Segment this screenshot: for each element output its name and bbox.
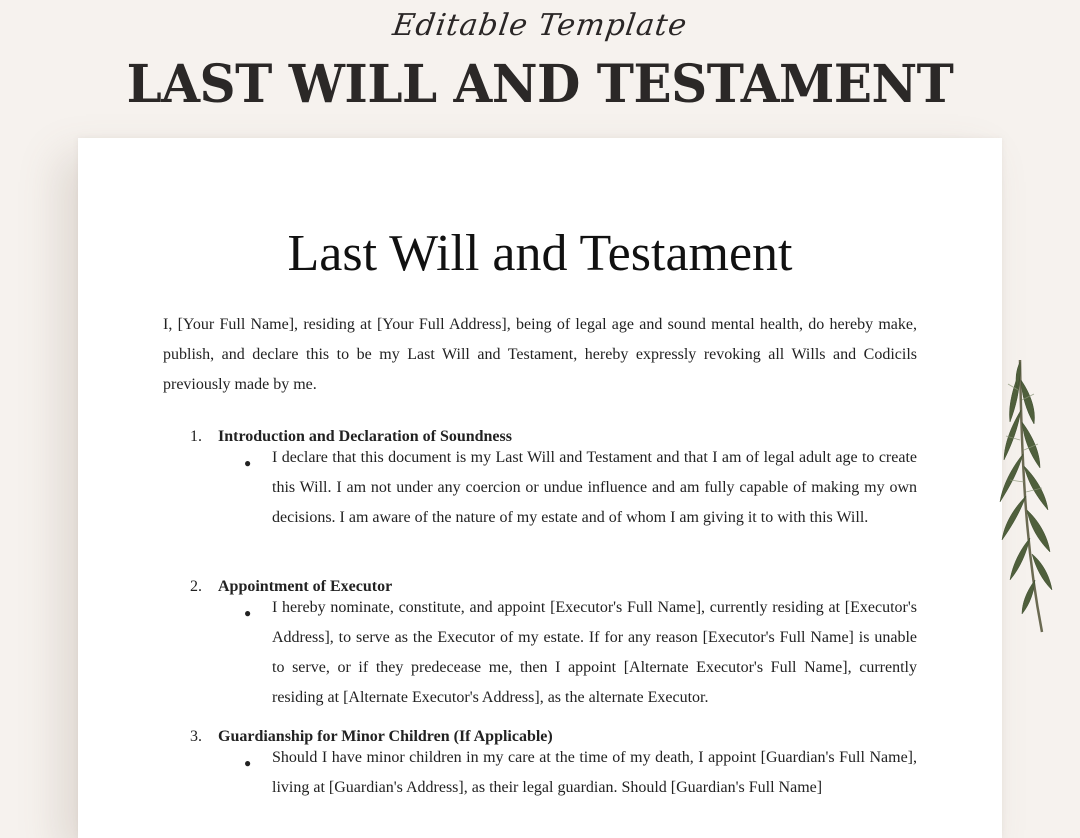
section-heading: Introduction and Declaration of Soundness [218, 428, 512, 445]
banner-script-title: Editable Template [390, 8, 690, 43]
intro-paragraph: I, [Your Full Name], residing at [Your Full Address], being of legal age and sound mental health, do hereby make, publish, and declare this to be my Last Will and Testament, hereby expressly revoking all Wills and Codicils previously made by me. [163, 316, 917, 393]
section-bullet-text: I hereby nominate, constitute, and appoint [Executor's Full Name], currently residing at [Executor's Address], to serve as the Executor of my estate. If for any reason [Executor's Full Name] is unable to serve, or if they predecease me, then I appoint [Alternate Executor's Full Name], currently residing at [Alternate Executor's Address], as the alternate Executor. [272, 599, 917, 706]
section-heading: Appointment of Executor [218, 578, 393, 595]
section-heading: Guardianship for Minor Children (If Applicable) [218, 728, 553, 745]
banner-main-title: LAST WILL AND TESTAMENT [126, 52, 954, 115]
rosemary-sprig-icon [960, 350, 1070, 640]
section-bullet-text: I declare that this document is my Last Will and Testament and that I am of legal adult age to create this Will. I am not under any coercion or undue influence and am fully capable of making my own decisions. I am aware of the nature of my estate and of whom I am giving it to with this Will. [272, 449, 917, 526]
section-bullet-text: Should I have minor children in my care at the time of my death, I appoint [Guardian's Full Name], living at [Guardian's Address], as their legal guardian. Should [Guardian's Full Name] [272, 749, 917, 796]
section-number: 2. [190, 578, 202, 595]
bullet-icon: ● [244, 456, 252, 470]
document-title: Last Will and Testament [287, 225, 793, 282]
document-page [78, 138, 1002, 838]
section-number: 3. [190, 728, 202, 745]
bullet-icon: ● [244, 606, 252, 620]
section-number: 1. [190, 428, 202, 445]
bullet-icon: ● [244, 756, 252, 770]
